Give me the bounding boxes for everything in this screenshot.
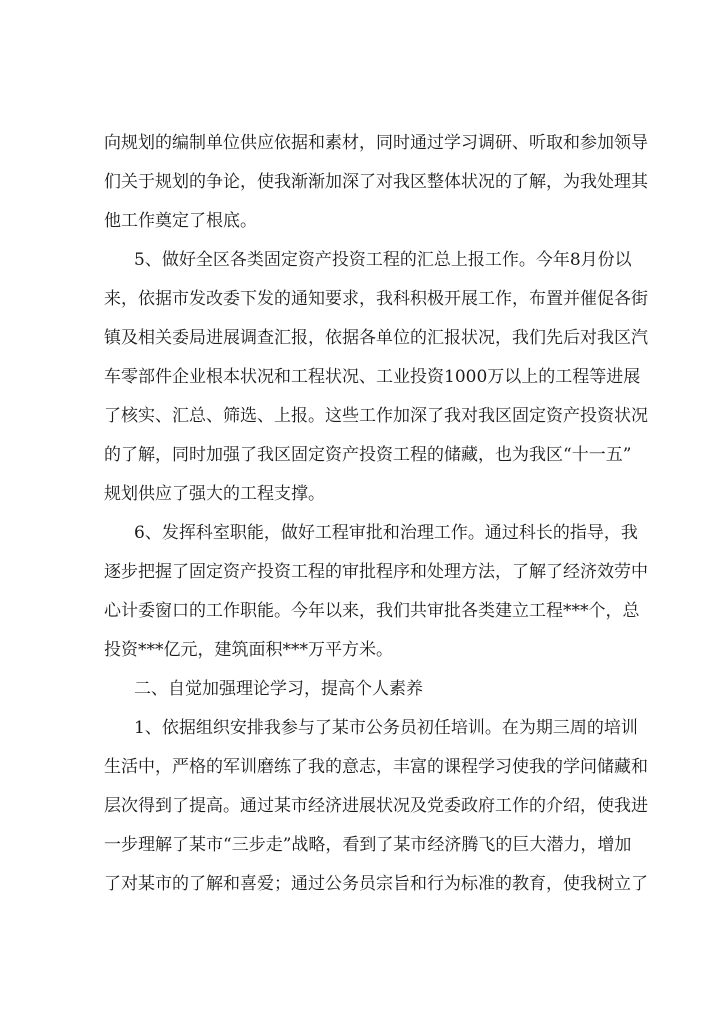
- paragraph-line: 了对某市的了解和喜爱；通过公务员宗旨和行为标准的教育，使我树立了: [104, 874, 648, 894]
- paragraph-line: 的了解，同时加强了我区固定资产投资工程的储藏，也为我区“十一五”: [104, 445, 632, 465]
- paragraph-line: 来，依据市发改委下发的通知要求，我科积极开展工作，布置并催促各街: [104, 289, 648, 309]
- paragraph-line: 生活中，严格的军训磨练了我的意志，丰富的课程学习使我的学问储藏和: [104, 757, 648, 777]
- paragraph-line: 们关于规划的争论，使我渐渐加深了对我区整体状况的了解，为我处理其: [104, 172, 648, 192]
- paragraph-line: 向规划的编制单位供应依据和素材，同时通过学习调研、听取和参加领导: [104, 133, 648, 153]
- paragraph-line: 层次得到了提高。通过某市经济进展状况及党委政府工作的介绍，使我进: [104, 796, 648, 816]
- paragraph-line: 逐步把握了固定资产投资工程的审批程序和处理方法，了解了经济效劳中: [104, 562, 648, 582]
- paragraph-line: 6、发挥科室职能，做好工程审批和治理工作。通过科长的指导，我: [134, 523, 638, 543]
- paragraph-line: 投资***亿元，建筑面积***万平方米。: [104, 640, 393, 660]
- paragraph-line: 了核实、汇总、筛选、上报。这些工作加深了我对我区固定资产投资状况: [104, 406, 648, 426]
- paragraph-line: 车零部件企业根本状况和工程状况、工业投资1000万以上的工程等进展: [104, 367, 641, 387]
- paragraph-line: 规划供应了强大的工程支撑。: [104, 484, 325, 504]
- section-heading: 二、自觉加强理论学习，提高个人素养: [134, 679, 423, 699]
- paragraph-line: 一步理解了某市“三步走”战略，看到了某市经济腾飞的巨大潜力，增加: [104, 835, 632, 855]
- paragraph-line: 1、依据组织安排我参与了某市公务员初任培训。在为期三周的培训: [134, 718, 638, 738]
- paragraph-line: 5、做好全区各类固定资产投资工程的汇总上报工作。今年8月份以: [134, 250, 632, 270]
- paragraph-line: 心计委窗口的工作职能。今年以来，我们共审批各类建立工程***个，总: [104, 601, 640, 621]
- paragraph-line: 镇及相关委局进展调查汇报，依据各单位的汇报状况，我们先后对我区汽: [104, 328, 648, 348]
- paragraph-line: 他工作奠定了根底。: [104, 211, 257, 231]
